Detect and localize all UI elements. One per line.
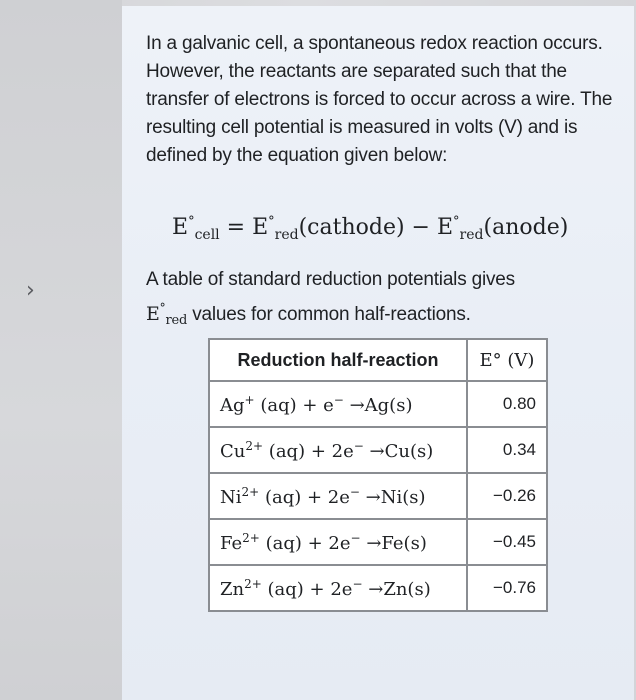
table-row xyxy=(209,473,547,519)
potential-value: −0.76 xyxy=(467,565,547,611)
table-row xyxy=(209,565,547,611)
left-margin xyxy=(0,0,122,700)
chevron-right-icon[interactable]: › xyxy=(26,278,35,303)
table-intro-paragraph: A table of standard reduction potentials gives $E^\circ_{red}$ values for common half-reactions. xyxy=(146,269,515,328)
potential-value: −0.45 xyxy=(467,519,547,565)
header-half-reaction: Reduction half-reaction xyxy=(209,339,467,381)
half-reaction-cell: $Fe^{2+}$ (aq) + 2e− →Fe(s) xyxy=(209,519,467,565)
potential-value: 0.34 xyxy=(467,427,547,473)
reduction-potentials-table xyxy=(208,338,548,612)
intro-paragraph: In a galvanic cell, a spontaneous redox reaction occurs. However, the reactants are separated such that the transfer of electrons is forced to occur across a wire. The resulting cell potential is measured in volts (V) and is defined by the equation given below: xyxy=(146,33,613,166)
half-reaction-cell: $Zn^{2+}$ (aq) + 2e− →Zn(s) xyxy=(209,565,467,611)
potential-value: 0.80 xyxy=(467,381,547,427)
eq-e-red-anode: $E^\circ_{red}(anode)$ xyxy=(436,214,569,243)
potential-value: −0.26 xyxy=(467,473,547,519)
half-reaction-cell: $Ni^{2+}$ (aq) + 2e− →Ni(s) xyxy=(209,473,467,519)
table-row xyxy=(209,381,547,427)
header-potential: E° (V) xyxy=(467,339,547,381)
table-row xyxy=(209,427,547,473)
table-header-row xyxy=(209,339,547,381)
e-red-symbol: $E^\circ_{red}$ xyxy=(146,301,188,328)
eq-e-red-cathode: $E^\circ_{red}(cathode)$ xyxy=(252,214,405,243)
eq-e-cell: $E^\circ_{cell}$ xyxy=(172,214,220,243)
cell-potential-equation: $E^\circ_{cell}$ = $E^\circ_{red}(cathode)$ − $E^\circ_{red}(anode)$ xyxy=(172,214,569,243)
table-row xyxy=(209,519,547,565)
half-reaction-cell: $Cu^{2+}$ (aq) + 2e− →Cu(s) xyxy=(209,427,467,473)
half-reaction-cell: Ag+ (aq) + e− →Ag(s) xyxy=(209,381,467,427)
